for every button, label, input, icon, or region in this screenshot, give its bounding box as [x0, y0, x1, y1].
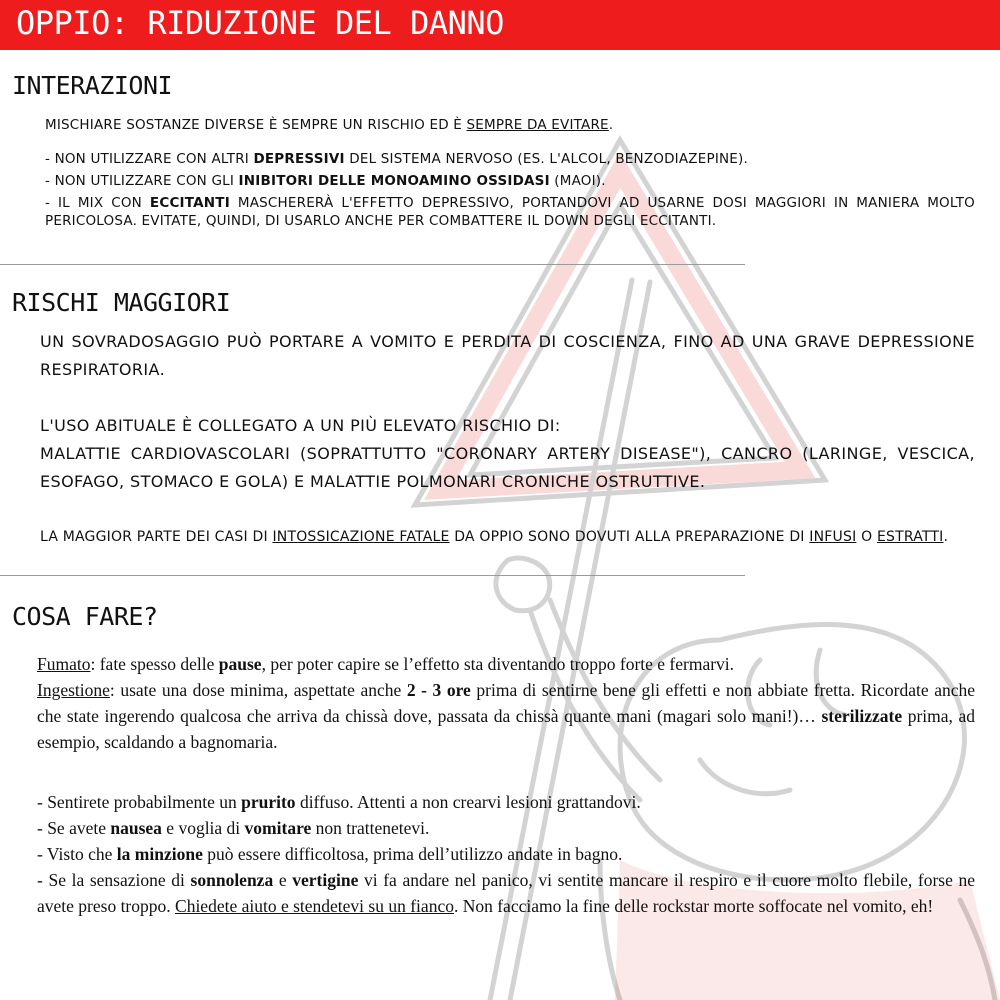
rischi-paragraph-2a: L'USO ABITUALE È COLLEGATO A UN PIÙ ELEVATO RISCHIO DI: — [40, 416, 561, 435]
intro-text: MISCHIARE SOSTANZE DIVERSE È SEMPRE UN RISCHIO ED È — [45, 117, 467, 133]
intro-end: . — [608, 117, 614, 133]
list-item: - Visto che la minzione può essere difficoltosa, prima dell’utilizzo andate in bagno. — [37, 844, 623, 864]
rischi-body — [40, 328, 975, 496]
section-heading-cosa-fare: COSA FARE? — [12, 602, 158, 631]
rischi-paragraph-3: LA MAGGIOR PARTE DEI CASI DI INTOSSICAZIONE FATALE DA OPPIO SONO DOVUTI ALLA PREPARAZIONE DI INFUSI O ESTRATTI. — [40, 529, 949, 545]
section-heading-rischi: RISCHI MAGGIORI — [12, 288, 231, 317]
cosa-fare-list — [37, 789, 975, 919]
section-divider — [0, 264, 745, 265]
list-item: - Se avete nausea e voglia di vomitare non trattenetevi. — [37, 818, 430, 838]
intro-underlined: SEMPRE DA EVITARE — [466, 117, 609, 133]
section-divider — [0, 575, 745, 576]
list-item: - Se la sensazione di sonnolenza e vertigine vi fa andare nel panico, vi sentite mancare il respiro e il cuore molto flebile, forse ne avete preso troppo. Chiedete aiuto e stendetevi su un fianco. Non facciamo la fine delle rockstar morte soffocate nel vomito, eh! — [37, 870, 975, 916]
rischi-paragraph-1: UN SOVRADOSAGGIO PUÒ PORTARE A VOMITO E PERDITA DI COSCIENZA, FINO AD UNA GRAVE DEPRESSIONE RESPIRATORIA. — [40, 332, 975, 379]
interazioni-intro — [45, 116, 980, 134]
section-heading-interazioni: INTERAZIONI — [12, 71, 173, 100]
ingestione-paragraph: Ingestione: usate una dose minima, aspettate anche 2 - 3 ore prima di sentirne bene gli effetti e non abbiate fretta. Ricordate anche che state ingerendo qualcosa che arriva da chissà dove, passata da chissà quante mani (magari solo mani!)… sterilizzate prima, ad esempio, scaldando a bagnomaria. — [37, 680, 975, 752]
cosa-fare-instructions — [37, 651, 975, 755]
list-item: - NON UTILIZZARE CON GLI INIBITORI DELLE MONOAMINO OSSIDASI (MAOI). — [45, 173, 606, 189]
list-item: - Sentirete probabilmente un prurito diffuso. Attenti a non crearvi lesioni grattandovi. — [37, 792, 641, 812]
rischi-paragraph-2b: MALATTIE CARDIOVASCOLARI (SOPRATTUTTO "CORONARY ARTERY DISEASE"), CANCRO (LARINGE, VESCICA, ESOFAGO, STOMACO E GOLA) E MALATTIE POLMONARI CRONICHE OSTRUTTIVE. — [40, 444, 975, 491]
list-item: - IL MIX CON ECCITANTI MASCHERERÀ L'EFFETTO DEPRESSIVO, PORTANDOVI AD USARNE DOSI MAGGIORI IN MANIERA MOLTO PERICOLOSA. EVITATE, QUINDI, DI USARLO ANCHE PER COMBATTERE IL DOWN DEGLI ECCITANTI. — [45, 195, 975, 229]
fumato-paragraph: Fumato: fate spesso delle pause, per poter capire se l’effetto sta diventando troppo forte e fermarvi. — [37, 654, 735, 674]
page-title: OPPIO: RIDUZIONE DEL DANNO — [16, 4, 504, 42]
interazioni-list — [45, 150, 975, 230]
list-item: - NON UTILIZZARE CON ALTRI DEPRESSIVI DEL SISTEMA NERVOSO (ES. L'ALCOL, BENZODIAZEPINE). — [45, 151, 748, 167]
